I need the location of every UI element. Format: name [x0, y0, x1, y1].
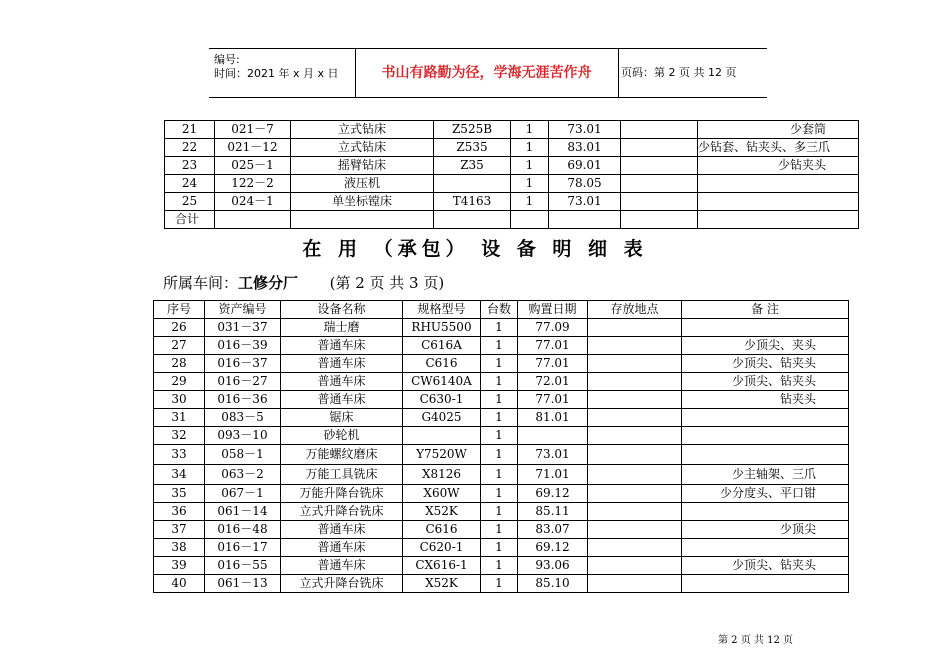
column-header: 资产编号: [205, 301, 281, 319]
cell-date: 69.12: [518, 485, 588, 503]
cell-empty: [215, 211, 291, 229]
cell-loc: [588, 373, 682, 391]
cell-remark: [698, 193, 859, 211]
table-row: [165, 157, 859, 175]
time-label: 时间：2021 年 x 月 x 日: [214, 67, 339, 80]
cell-qty: 1: [481, 409, 518, 427]
cell-loc: [588, 539, 682, 557]
cell-asset: 122－2: [215, 175, 291, 193]
cell-remark: 少顶尖、夹头: [682, 337, 849, 355]
cell-model: C616: [403, 355, 481, 373]
cell-loc: [621, 175, 698, 193]
cell-date: 81.01: [518, 409, 588, 427]
header-page-label: 页码：第 2 页 共 12 页: [621, 66, 737, 79]
cell-remark: 少套筒: [698, 121, 859, 139]
table-row: [165, 121, 859, 139]
cell-loc: [621, 193, 698, 211]
cell-no: 39: [154, 557, 205, 575]
cell-date: 69.12: [518, 539, 588, 557]
cell-name: 立式钻床: [291, 139, 434, 157]
table-row: [154, 373, 849, 391]
cell-remark: 少主轴架、三爪: [682, 465, 849, 485]
cell-asset: 061－13: [205, 575, 281, 593]
cell-name: 立式升降台铣床: [281, 503, 403, 521]
cell-date: 77.01: [518, 337, 588, 355]
cell-no: 32: [154, 427, 205, 445]
total-label: 合计: [165, 211, 215, 229]
cell-loc: [588, 355, 682, 373]
cell-name: 万能螺纹磨床: [281, 445, 403, 465]
cell-asset: 021－7: [215, 121, 291, 139]
cell-qty: 1: [481, 391, 518, 409]
table-row: [165, 139, 859, 157]
page-range: (第 2 页 共 3 页): [329, 274, 445, 292]
column-header: 台数: [481, 301, 518, 319]
cell-qty: 1: [481, 319, 518, 337]
cell-qty: 1: [511, 175, 549, 193]
cell-asset: 058－1: [205, 445, 281, 465]
cell-qty: 1: [481, 373, 518, 391]
cell-date: 83.01: [549, 139, 621, 157]
table2-header-row: [154, 301, 849, 319]
cell-remark: [682, 539, 849, 557]
cell-name: 锯床: [281, 409, 403, 427]
page-footer: 第 2 页 共 12 页: [718, 635, 793, 646]
cell-name: 万能工具铣床: [281, 465, 403, 485]
cell-loc: [588, 465, 682, 485]
cell-model: X52K: [403, 575, 481, 593]
cell-loc: [588, 445, 682, 465]
cell-model: C616: [403, 521, 481, 539]
cell-qty: 1: [511, 157, 549, 175]
column-header: 存放地点: [588, 301, 682, 319]
cell-loc: [588, 503, 682, 521]
cell-empty: [434, 211, 511, 229]
cell-date: 72.01: [518, 373, 588, 391]
table-row: [154, 355, 849, 373]
cell-model: C616A: [403, 337, 481, 355]
cell-date: 78.05: [549, 175, 621, 193]
page-header: [209, 48, 767, 98]
cell-date: 77.01: [518, 391, 588, 409]
cell-no: 35: [154, 485, 205, 503]
cell-date: 73.01: [549, 121, 621, 139]
header-motto: 书山有路勤为径，学海无涯苦作舟: [355, 49, 619, 97]
cell-model: [403, 427, 481, 445]
cell-loc: [588, 337, 682, 355]
cell-date: 71.01: [518, 465, 588, 485]
table-row: [154, 503, 849, 521]
cell-empty: [698, 211, 859, 229]
cell-asset: 016－36: [205, 391, 281, 409]
cell-asset: 024－1: [215, 193, 291, 211]
cell-model: Z35: [434, 157, 511, 175]
cell-remark: [682, 427, 849, 445]
cell-loc: [588, 319, 682, 337]
cell-date: 93.06: [518, 557, 588, 575]
cell-qty: 1: [511, 121, 549, 139]
cell-asset: 016－55: [205, 557, 281, 575]
cell-name: 普通车床: [281, 557, 403, 575]
cell-no: 22: [165, 139, 215, 157]
cell-loc: [588, 485, 682, 503]
cell-no: 25: [165, 193, 215, 211]
cell-loc: [621, 157, 698, 175]
cell-remark: [682, 445, 849, 465]
cell-remark: [682, 575, 849, 593]
total-row: [165, 211, 859, 229]
cell-qty: 1: [481, 355, 518, 373]
cell-asset: 083－5: [205, 409, 281, 427]
workshop-label: 所属车间：: [163, 274, 239, 292]
cell-name: 普通车床: [281, 521, 403, 539]
table-row: [154, 465, 849, 485]
cell-qty: 1: [481, 337, 518, 355]
cell-empty: [621, 211, 698, 229]
cell-remark: [682, 503, 849, 521]
cell-name: 立式钻床: [291, 121, 434, 139]
cell-asset: 016－27: [205, 373, 281, 391]
column-header: 设备名称: [281, 301, 403, 319]
cell-model: CW6140A: [403, 373, 481, 391]
cell-asset: 016－48: [205, 521, 281, 539]
cell-qty: 1: [481, 427, 518, 445]
table-row: [154, 521, 849, 539]
cell-no: 23: [165, 157, 215, 175]
cell-date: 73.01: [518, 445, 588, 465]
cell-model: X60W: [403, 485, 481, 503]
cell-no: 28: [154, 355, 205, 373]
code-label: 编号:: [214, 53, 240, 66]
cell-qty: 1: [481, 445, 518, 465]
cell-model: T4163: [434, 193, 511, 211]
cell-qty: 1: [481, 465, 518, 485]
cell-loc: [588, 409, 682, 427]
cell-remark: 少顶尖、钻夹头: [682, 557, 849, 575]
cell-loc: [588, 391, 682, 409]
cell-loc: [588, 575, 682, 593]
cell-no: 37: [154, 521, 205, 539]
cell-model: C620-1: [403, 539, 481, 557]
cell-qty: 1: [511, 193, 549, 211]
cell-name: 普通车床: [281, 373, 403, 391]
cell-loc: [588, 427, 682, 445]
cell-date: 77.01: [518, 355, 588, 373]
cell-model: Z535: [434, 139, 511, 157]
cell-model: Y7520W: [403, 445, 481, 465]
cell-asset: 021－12: [215, 139, 291, 157]
equipment-table-continued: [164, 120, 859, 229]
cell-no: 29: [154, 373, 205, 391]
table2-body: [154, 319, 849, 593]
cell-asset: 061－14: [205, 503, 281, 521]
table-row: [154, 539, 849, 557]
cell-no: 40: [154, 575, 205, 593]
cell-no: 26: [154, 319, 205, 337]
cell-no: 38: [154, 539, 205, 557]
column-header: 购置日期: [518, 301, 588, 319]
cell-name: 砂轮机: [281, 427, 403, 445]
cell-no: 30: [154, 391, 205, 409]
cell-name: 普通车床: [281, 539, 403, 557]
cell-date: 73.01: [549, 193, 621, 211]
table-row: [154, 485, 849, 503]
cell-qty: 1: [481, 521, 518, 539]
cell-qty: 1: [481, 539, 518, 557]
cell-name: 单坐标镗床: [291, 193, 434, 211]
cell-qty: 1: [481, 575, 518, 593]
cell-no: 21: [165, 121, 215, 139]
cell-model: C630-1: [403, 391, 481, 409]
cell-name: 万能升降台铣床: [281, 485, 403, 503]
table-row: [154, 337, 849, 355]
cell-name: 立式升降台铣床: [281, 575, 403, 593]
cell-date: 83.07: [518, 521, 588, 539]
table-row: [154, 445, 849, 465]
cell-qty: 1: [511, 139, 549, 157]
cell-model: RHU5500: [403, 319, 481, 337]
cell-name: 普通车床: [281, 391, 403, 409]
cell-name: 普通车床: [281, 337, 403, 355]
cell-loc: [588, 521, 682, 539]
table-row: [154, 557, 849, 575]
cell-remark: [682, 409, 849, 427]
cell-no: 33: [154, 445, 205, 465]
cell-asset: 016－39: [205, 337, 281, 355]
table-row: [165, 175, 859, 193]
table1-body: [165, 121, 859, 229]
table-row: [154, 319, 849, 337]
table-row: [154, 391, 849, 409]
cell-date: 77.09: [518, 319, 588, 337]
cell-empty: [549, 211, 621, 229]
table-row: [154, 409, 849, 427]
workshop-name: 工修分厂: [238, 274, 299, 292]
cell-asset: 025－1: [215, 157, 291, 175]
cell-model: [434, 175, 511, 193]
cell-name: 普通车床: [281, 355, 403, 373]
cell-qty: 1: [481, 503, 518, 521]
cell-remark: 少顶尖、钻夹头: [682, 373, 849, 391]
cell-no: 24: [165, 175, 215, 193]
column-header: 序号: [154, 301, 205, 319]
cell-model: Z525B: [434, 121, 511, 139]
cell-remark: 少钻夹头: [698, 157, 859, 175]
cell-date: 85.10: [518, 575, 588, 593]
cell-remark: 少钻套、钻夹头、多三爪: [698, 139, 859, 157]
cell-asset: 063－2: [205, 465, 281, 485]
cell-loc: [621, 121, 698, 139]
cell-asset: 067－1: [205, 485, 281, 503]
cell-date: 69.01: [549, 157, 621, 175]
header-info-cell: [209, 49, 356, 97]
cell-remark: 少顶尖、钻夹头: [682, 355, 849, 373]
cell-no: 36: [154, 503, 205, 521]
cell-remark: 钻夹头: [682, 391, 849, 409]
page-title: 在 用 （承包） 设 备 明 细 表: [302, 238, 648, 260]
cell-date: [518, 427, 588, 445]
cell-asset: 016－37: [205, 355, 281, 373]
cell-asset: 016－17: [205, 539, 281, 557]
cell-no: 27: [154, 337, 205, 355]
table-row: [154, 427, 849, 445]
column-header: 备 注: [682, 301, 849, 319]
cell-remark: [682, 319, 849, 337]
cell-asset: 031－37: [205, 319, 281, 337]
cell-asset: 093－10: [205, 427, 281, 445]
cell-remark: [698, 175, 859, 193]
cell-name: 液压机: [291, 175, 434, 193]
cell-qty: 1: [481, 485, 518, 503]
workshop-line: [163, 272, 444, 293]
cell-no: 31: [154, 409, 205, 427]
column-header: 规格型号: [403, 301, 481, 319]
cell-empty: [511, 211, 549, 229]
cell-model: X52K: [403, 503, 481, 521]
cell-model: CX616-1: [403, 557, 481, 575]
cell-loc: [621, 139, 698, 157]
table-row: [154, 575, 849, 593]
cell-remark: 少顶尖: [682, 521, 849, 539]
cell-model: X8126: [403, 465, 481, 485]
table-row: [165, 193, 859, 211]
cell-empty: [291, 211, 434, 229]
cell-date: 85.11: [518, 503, 588, 521]
equipment-table: [153, 300, 849, 593]
cell-name: 瑞士磨: [281, 319, 403, 337]
cell-loc: [588, 557, 682, 575]
cell-no: 34: [154, 465, 205, 485]
cell-name: 摇臂钻床: [291, 157, 434, 175]
cell-qty: 1: [481, 557, 518, 575]
cell-remark: 少分度头、平口钳: [682, 485, 849, 503]
cell-model: G4025: [403, 409, 481, 427]
